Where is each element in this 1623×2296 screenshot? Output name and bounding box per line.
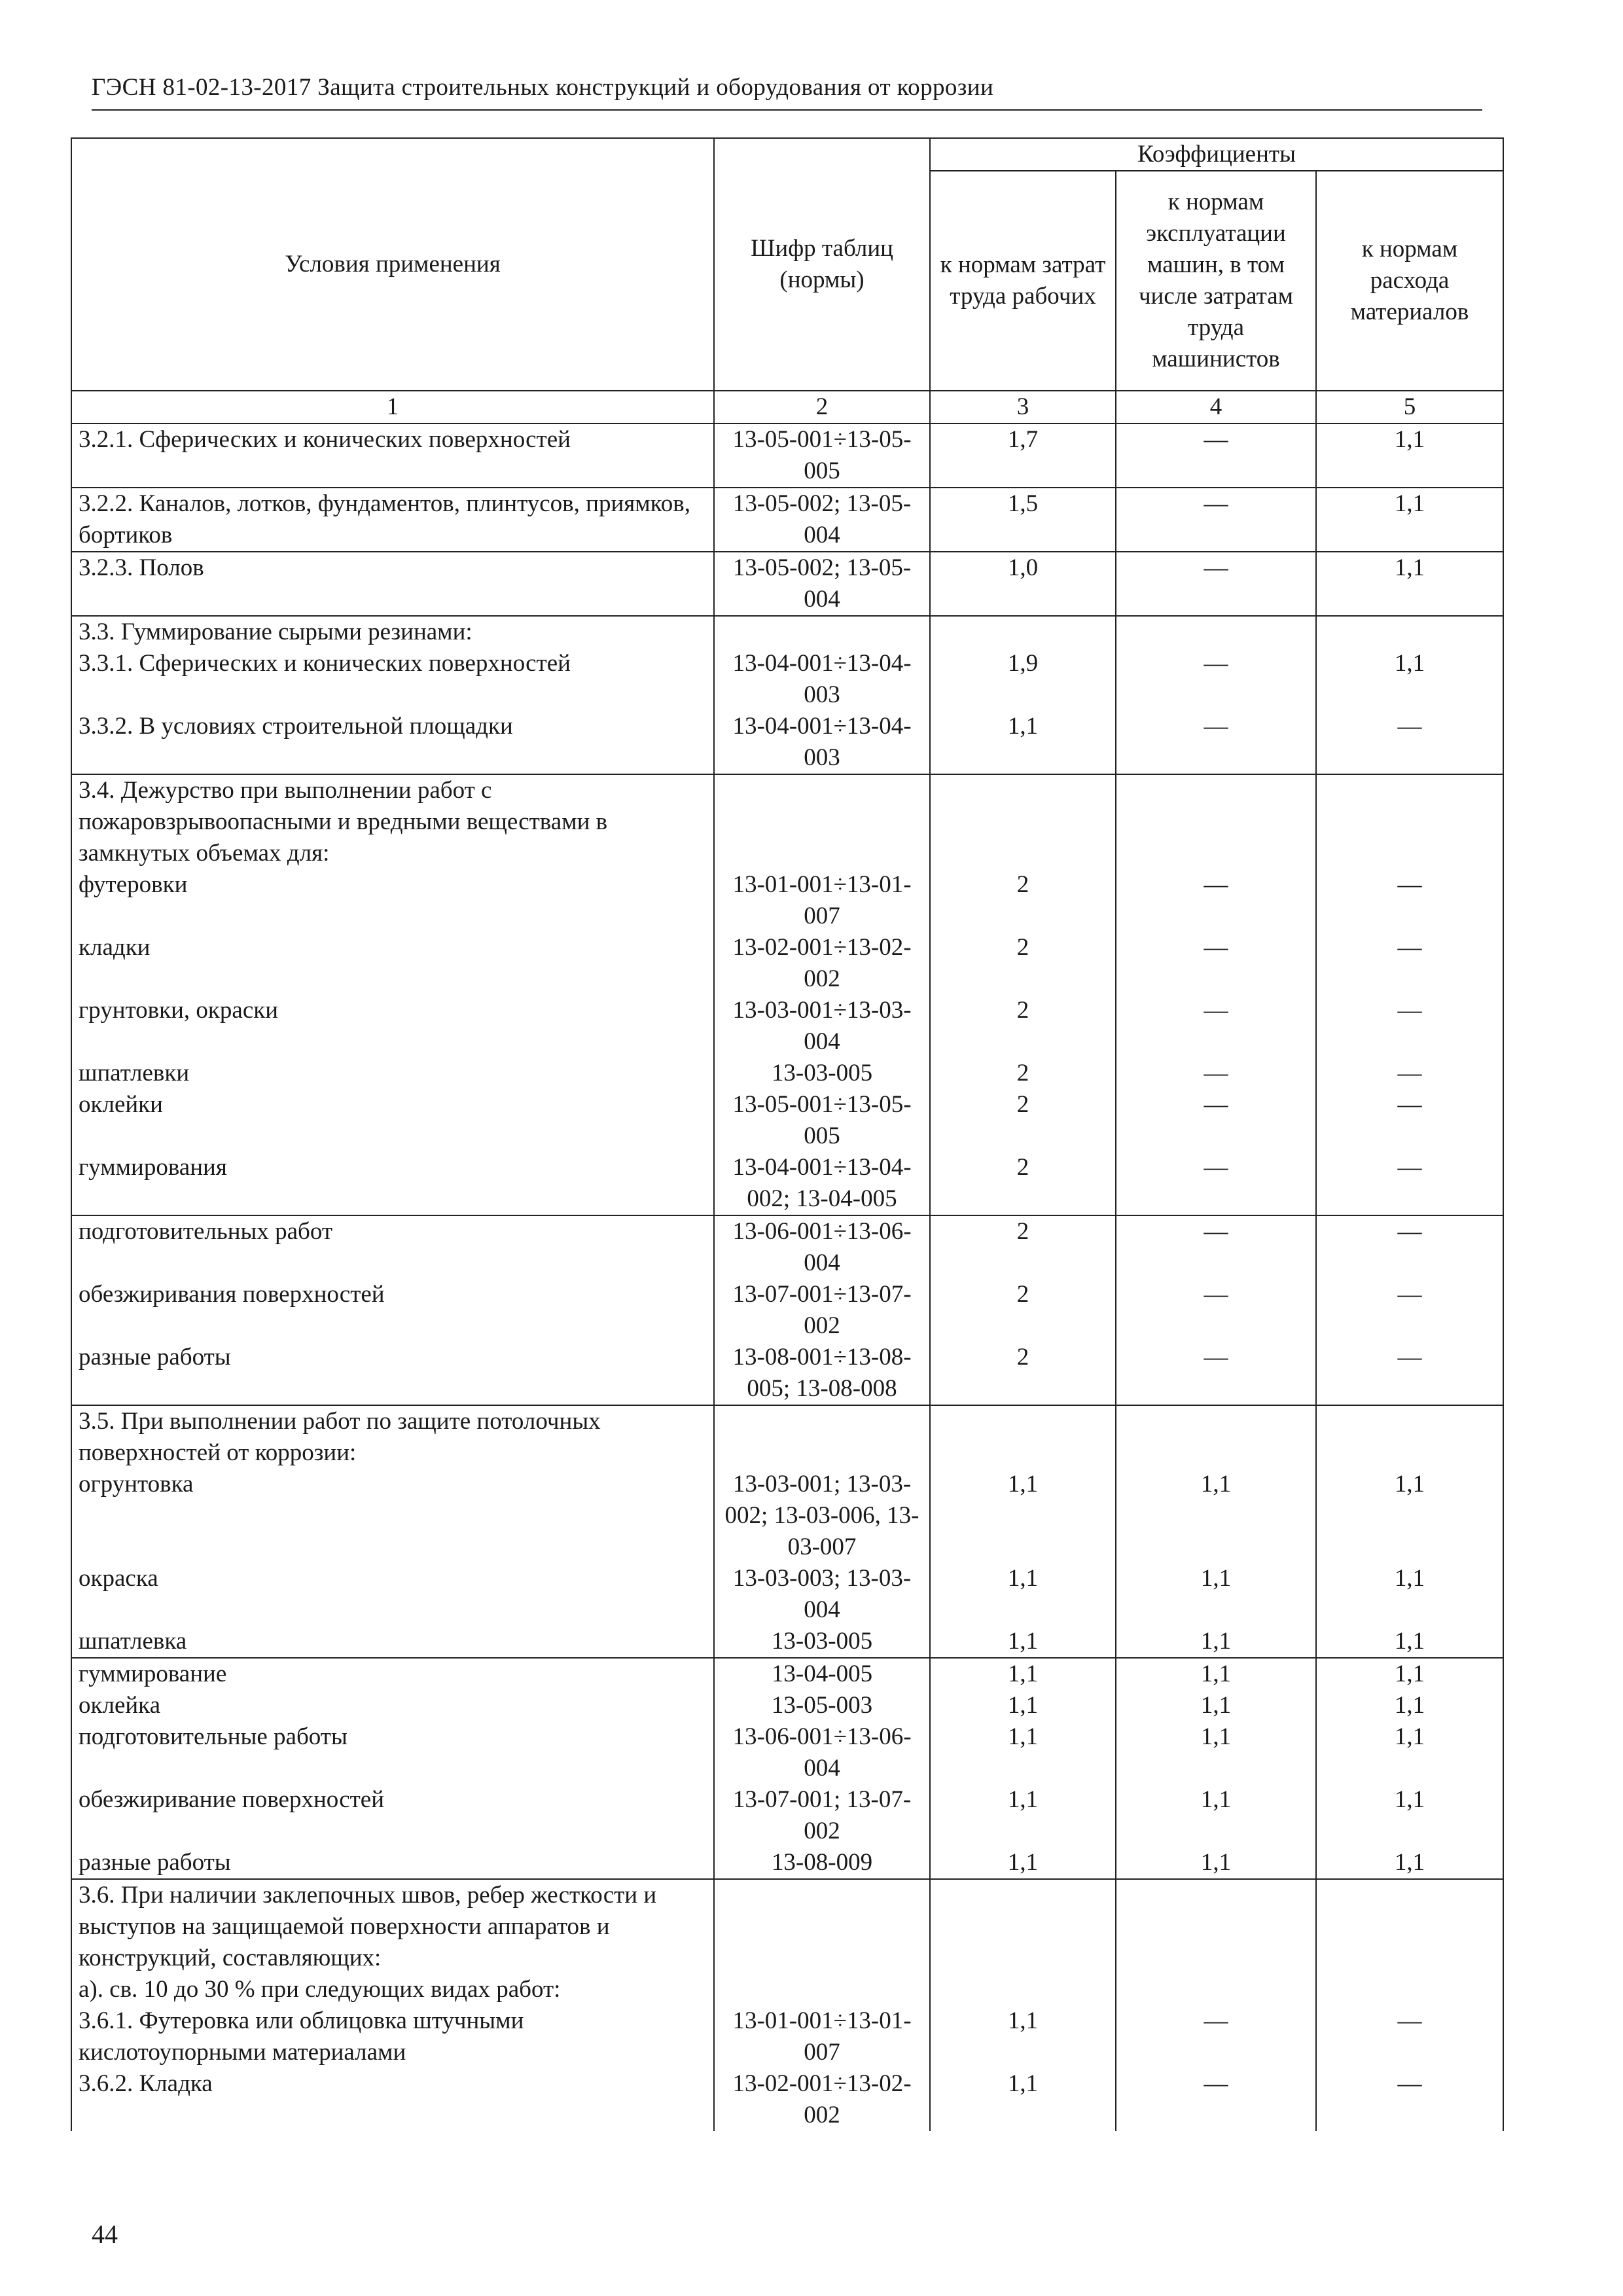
cell-c1: разные работы <box>71 1342 714 1405</box>
cell-c3 <box>930 616 1116 648</box>
coefficients-table <box>71 137 1504 2131</box>
cell-c4: — <box>1116 995 1316 1058</box>
cell-c4: 1,1 <box>1116 1658 1316 1690</box>
cell-c4: — <box>1116 648 1316 711</box>
cell-c2: 13-08-001÷13-08-005; 13-08-008 <box>714 1342 930 1405</box>
cell-c5: 1,1 <box>1316 648 1503 711</box>
cell-c5: — <box>1316 932 1503 995</box>
cell-c5: — <box>1316 711 1503 774</box>
col3-header: к нормам затрат труда рабочих <box>930 171 1116 391</box>
cell-c5: 1,1 <box>1316 1784 1503 1847</box>
cell-c1: 3.3.2. В условиях строительной площадки <box>71 711 714 774</box>
table-row <box>71 995 1503 1058</box>
cell-c5 <box>1316 774 1503 869</box>
table-row <box>71 488 1503 552</box>
cell-c5: 1,1 <box>1316 1847 1503 1879</box>
cell-c2: 13-08-009 <box>714 1847 930 1879</box>
cell-c1: 3.5. При выполнении работ по защите потолочных поверхностей от коррозии: <box>71 1405 714 1469</box>
col4-header: к нормам эксплуатации машин, в том числе затратам труда машинистов <box>1116 171 1316 391</box>
cell-c2: 13-05-001÷13-05-005 <box>714 1089 930 1152</box>
cell-c2: 13-01-001÷13-01-007 <box>714 869 930 932</box>
cell-c2: 13-05-003 <box>714 1690 930 1721</box>
cell-c3: 1,1 <box>930 1658 1116 1690</box>
cell-c1: гуммирования <box>71 1152 714 1215</box>
cell-c4: 1,1 <box>1116 1626 1316 1658</box>
cell-c3: 1,1 <box>930 2068 1116 2131</box>
cell-c4: — <box>1116 2068 1316 2131</box>
table-body <box>71 423 1503 2131</box>
cell-c3: 2 <box>930 995 1116 1058</box>
cell-c4: — <box>1116 932 1316 995</box>
cell-c2: 13-05-001÷13-05-005 <box>714 423 930 488</box>
cell-c3: 1,0 <box>930 552 1116 616</box>
cell-c2: 13-04-005 <box>714 1658 930 1690</box>
cell-c1: обезжиривание поверхностей <box>71 1784 714 1847</box>
cell-c5: 1,1 <box>1316 1690 1503 1721</box>
table-row <box>71 932 1503 995</box>
table-row <box>71 616 1503 648</box>
cell-c2: 13-07-001; 13-07-002 <box>714 1784 930 1847</box>
cell-c1: разные работы <box>71 1847 714 1879</box>
col-number: 4 <box>1116 391 1316 423</box>
cell-c5: — <box>1316 2005 1503 2068</box>
cell-c1: 3.6.2. Кладка <box>71 2068 714 2131</box>
cell-c3: 2 <box>930 1215 1116 1279</box>
running-header: ГЭСН 81-02-13-2017 Защита строительных конструкций и оборудования от коррозии <box>92 74 994 101</box>
cell-c2: 13-05-002; 13-05-004 <box>714 552 930 616</box>
cell-c5 <box>1316 1974 1503 2005</box>
cell-c4: — <box>1116 488 1316 552</box>
cell-c3: 1,9 <box>930 648 1116 711</box>
cell-c1: футеровки <box>71 869 714 932</box>
cell-c3 <box>930 1974 1116 2005</box>
cell-c3: 2 <box>930 1152 1116 1215</box>
cell-c5: — <box>1316 2068 1503 2131</box>
cell-c2: 13-07-001÷13-07-002 <box>714 1279 930 1342</box>
cell-c2: 13-04-001÷13-04-002; 13-04-005 <box>714 1152 930 1215</box>
cell-c3 <box>930 1879 1116 1974</box>
col5-header: к нормам расхода материалов <box>1316 171 1503 391</box>
cell-c3: 2 <box>930 869 1116 932</box>
cell-c4: — <box>1116 1089 1316 1152</box>
cell-c5: 1,1 <box>1316 1626 1503 1658</box>
cell-c2 <box>714 616 930 648</box>
cell-c5 <box>1316 1405 1503 1469</box>
cell-c4: — <box>1116 1279 1316 1342</box>
cell-c1: а). св. 10 до 30 % при следующих видах работ: <box>71 1974 714 2005</box>
cell-c1: подготовительных работ <box>71 1215 714 1279</box>
cell-c3: 1,5 <box>930 488 1116 552</box>
cell-c1: 3.4. Дежурство при выполнении работ с пожаровзрывоопасными и вредными веществами в замкнутых объемах для: <box>71 774 714 869</box>
cell-c5: — <box>1316 995 1503 1058</box>
table-row <box>71 2068 1503 2131</box>
cell-c5: — <box>1316 1152 1503 1215</box>
cell-c2: 13-06-001÷13-06-004 <box>714 1215 930 1279</box>
col-number: 1 <box>71 391 714 423</box>
table-row <box>71 1879 1503 1974</box>
page-number: 44 <box>92 2219 118 2249</box>
cell-c2: 13-03-001; 13-03-002; 13-03-006, 13-03-007 <box>714 1469 930 1563</box>
cell-c5: — <box>1316 1058 1503 1089</box>
coefficients-group-header: Коэффициенты <box>930 138 1503 171</box>
cell-c5: — <box>1316 1215 1503 1279</box>
cell-c4: — <box>1116 1152 1316 1215</box>
cell-c5: — <box>1316 1089 1503 1152</box>
col2-header: Шифр таблиц (нормы) <box>714 138 930 391</box>
table-row <box>71 1690 1503 1721</box>
cell-c2: 13-03-001÷13-03-004 <box>714 995 930 1058</box>
table-row <box>71 1974 1503 2005</box>
table-row <box>71 869 1503 932</box>
cell-c3: 2 <box>930 1279 1116 1342</box>
cell-c1: 3.3.1. Сферических и конических поверхностей <box>71 648 714 711</box>
table-row <box>71 1342 1503 1405</box>
col-number: 5 <box>1316 391 1503 423</box>
cell-c4 <box>1116 1974 1316 2005</box>
table-row <box>71 711 1503 774</box>
table-row <box>71 1152 1503 1215</box>
cell-c4 <box>1116 1879 1316 1974</box>
cell-c5: 1,1 <box>1316 1563 1503 1626</box>
table-row <box>71 1784 1503 1847</box>
cell-c3 <box>930 1405 1116 1469</box>
cell-c5 <box>1316 1879 1503 1974</box>
cell-c4: — <box>1116 1342 1316 1405</box>
cell-c4: — <box>1116 552 1316 616</box>
cell-c3: 1,1 <box>930 1721 1116 1784</box>
cell-c5: 1,1 <box>1316 423 1503 488</box>
cell-c4: — <box>1116 423 1316 488</box>
table-row <box>71 1089 1503 1152</box>
table-row <box>71 423 1503 488</box>
column-number-row <box>71 391 1503 423</box>
cell-c5: — <box>1316 869 1503 932</box>
cell-c2: 13-03-003; 13-03-004 <box>714 1563 930 1626</box>
table-row <box>71 1058 1503 1089</box>
cell-c5: — <box>1316 1279 1503 1342</box>
header-rule <box>92 109 1482 111</box>
cell-c1: 3.6.1. Футеровка или облицовка штучными кислотоупорными материалами <box>71 2005 714 2068</box>
cell-c3: 1,1 <box>930 711 1116 774</box>
cell-c1: подготовительные работы <box>71 1721 714 1784</box>
cell-c3: 2 <box>930 932 1116 995</box>
cell-c4: — <box>1116 1215 1316 1279</box>
cell-c1: шпатлевки <box>71 1058 714 1089</box>
cell-c3: 1,1 <box>930 1784 1116 1847</box>
cell-c1: 3.2.1. Сферических и конических поверхностей <box>71 423 714 488</box>
cell-c1: 3.6. При наличии заклепочных швов, ребер жесткости и выступов на защищаемой поверхности аппаратов и конструкций, составляющих: <box>71 1879 714 1974</box>
cell-c4: 1,1 <box>1116 1469 1316 1563</box>
cell-c5: 1,1 <box>1316 1721 1503 1784</box>
table-row <box>71 1658 1503 1690</box>
cell-c1: окраска <box>71 1563 714 1626</box>
cell-c3: 2 <box>930 1089 1116 1152</box>
cell-c1: обезжиривания поверхностей <box>71 1279 714 1342</box>
table-row <box>71 774 1503 869</box>
cell-c1: шпатлевка <box>71 1626 714 1658</box>
col1-header: Условия применения <box>71 138 714 391</box>
cell-c4: — <box>1116 869 1316 932</box>
cell-c2: 13-04-001÷13-04-003 <box>714 711 930 774</box>
table-row <box>71 1626 1503 1658</box>
cell-c3: 1,1 <box>930 1469 1116 1563</box>
cell-c5 <box>1316 616 1503 648</box>
cell-c1: 3.2.3. Полов <box>71 552 714 616</box>
cell-c2: 13-03-005 <box>714 1058 930 1089</box>
cell-c4: 1,1 <box>1116 1690 1316 1721</box>
cell-c2: 13-03-005 <box>714 1626 930 1658</box>
cell-c2: 13-01-001÷13-01-007 <box>714 2005 930 2068</box>
cell-c1: кладки <box>71 932 714 995</box>
cell-c4: — <box>1116 711 1316 774</box>
cell-c5: 1,1 <box>1316 1658 1503 1690</box>
cell-c1: 3.2.2. Каналов, лотков, фундаментов, плинтусов, приямков, бортиков <box>71 488 714 552</box>
cell-c3: 1,1 <box>930 1847 1116 1879</box>
cell-c3: 2 <box>930 1342 1116 1405</box>
cell-c2: 13-06-001÷13-06-004 <box>714 1721 930 1784</box>
cell-c1: гуммирование <box>71 1658 714 1690</box>
table-row <box>71 2005 1503 2068</box>
table-row <box>71 1847 1503 1879</box>
cell-c1: огрунтовка <box>71 1469 714 1563</box>
cell-c2 <box>714 1879 930 1974</box>
table-row <box>71 1405 1503 1469</box>
table-row <box>71 1279 1503 1342</box>
cell-c5: — <box>1316 1342 1503 1405</box>
cell-c3: 1,1 <box>930 1626 1116 1658</box>
cell-c3: 1,1 <box>930 2005 1116 2068</box>
cell-c2 <box>714 1405 930 1469</box>
cell-c4: 1,1 <box>1116 1563 1316 1626</box>
table-row <box>71 1215 1503 1279</box>
cell-c4: — <box>1116 1058 1316 1089</box>
cell-c3: 1,1 <box>930 1563 1116 1626</box>
table-row <box>71 552 1503 616</box>
table-row <box>71 648 1503 711</box>
col-number: 2 <box>714 391 930 423</box>
cell-c1: оклейки <box>71 1089 714 1152</box>
cell-c2: 13-02-001÷13-02-002 <box>714 932 930 995</box>
cell-c2: 13-02-001÷13-02-002 <box>714 2068 930 2131</box>
cell-c5: 1,1 <box>1316 1469 1503 1563</box>
cell-c5: 1,1 <box>1316 552 1503 616</box>
cell-c3 <box>930 774 1116 869</box>
table-row <box>71 1563 1503 1626</box>
cell-c4: 1,1 <box>1116 1784 1316 1847</box>
cell-c1: оклейка <box>71 1690 714 1721</box>
cell-c3: 2 <box>930 1058 1116 1089</box>
cell-c4: 1,1 <box>1116 1721 1316 1784</box>
cell-c4: — <box>1116 2005 1316 2068</box>
cell-c2: 13-04-001÷13-04-003 <box>714 648 930 711</box>
cell-c1: 3.3. Гуммирование сырыми резинами: <box>71 616 714 648</box>
cell-c2 <box>714 774 930 869</box>
cell-c4 <box>1116 616 1316 648</box>
cell-c4: 1,1 <box>1116 1847 1316 1879</box>
cell-c5: 1,1 <box>1316 488 1503 552</box>
cell-c4 <box>1116 774 1316 869</box>
cell-c3: 1,7 <box>930 423 1116 488</box>
cell-c2 <box>714 1974 930 2005</box>
cell-c3: 1,1 <box>930 1690 1116 1721</box>
table-row <box>71 1469 1503 1563</box>
table-row <box>71 1721 1503 1784</box>
col-number: 3 <box>930 391 1116 423</box>
cell-c2: 13-05-002; 13-05-004 <box>714 488 930 552</box>
cell-c1: грунтовки, окраски <box>71 995 714 1058</box>
cell-c4 <box>1116 1405 1316 1469</box>
